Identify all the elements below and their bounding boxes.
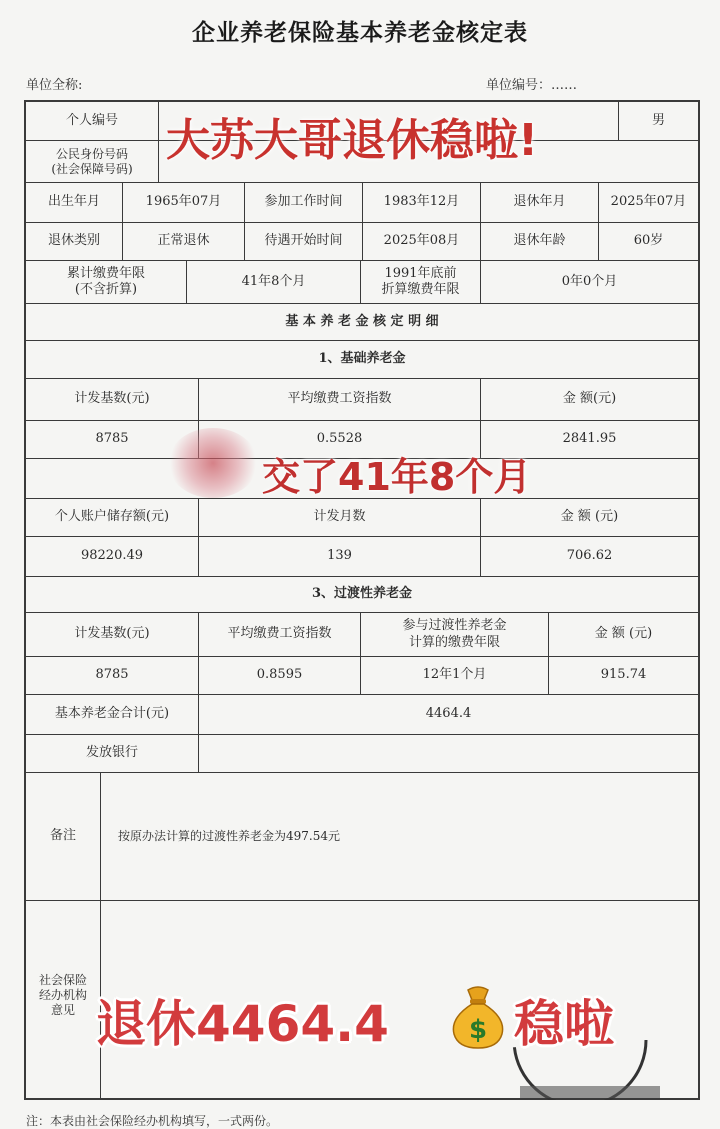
headline-overlay: 大苏大哥退休稳啦!	[166, 115, 539, 166]
transition-title: 3、过渡性养老金	[311, 586, 413, 602]
personal-col-months: 计发月数	[313, 509, 366, 525]
basic-index-value: 0.5528	[316, 431, 363, 447]
remark-label: 备注	[49, 828, 76, 844]
total-value: 4464.4	[425, 706, 472, 722]
transition-col-index: 平均缴费工资指数	[227, 626, 332, 642]
money-bag-icon	[446, 984, 510, 1050]
retire-type-label: 退休类别	[47, 233, 100, 249]
basic-pension-title: 1、基础养老金	[318, 351, 406, 367]
svg-text:$: $	[468, 1015, 488, 1045]
retire-ym-value: 2025年07月	[610, 194, 687, 210]
work-start-label: 参加工作时间	[264, 194, 343, 210]
transition-col-amount: 金 额 (元)	[594, 626, 653, 642]
personal-amount-value: 706.62	[566, 548, 613, 564]
years-overlay: 交了41年8个月	[262, 455, 532, 499]
bank-label: 发放银行	[85, 745, 138, 761]
bottom-left-overlay: 退休4464.4	[96, 995, 389, 1053]
unit-no-label: 单位编号：……	[486, 78, 578, 93]
basic-col-index: 平均缴费工资指数	[287, 391, 392, 407]
personal-col-amount: 金 额 (元)	[560, 509, 619, 525]
benefit-start-label: 待遇开始时间	[264, 233, 343, 249]
footer-note: 注：本表由社会保险经办机构填写，一式两份。	[26, 1114, 279, 1128]
total-years-label: 累计缴费年限 (不含折算)	[66, 265, 145, 297]
form-title: 企业养老保险基本养老金核定表	[192, 19, 528, 46]
retire-age-value: 60岁	[633, 233, 664, 249]
pre1991-label: 1991年底前 折算缴费年限	[381, 265, 460, 297]
birth-label: 出生年月	[47, 194, 100, 210]
pre1991-value: 0年0个月	[561, 273, 618, 289]
retire-type-value: 正常退休	[157, 233, 210, 249]
basic-base-value: 8785	[95, 431, 129, 447]
transition-col-years: 参与过渡性养老金 计算的缴费年限	[402, 618, 507, 650]
remark-text: 按原办法计算的过渡性养老金为497.54元	[118, 829, 340, 843]
transition-amount-value: 915.74	[600, 667, 647, 683]
personal-no-label: 个人编号	[65, 112, 118, 128]
basic-col-base: 计发基数(元)	[74, 391, 150, 407]
section-title: 基 本 养 老 金 核 定 明 细	[285, 313, 439, 329]
gender-value: 男	[651, 112, 665, 128]
unit-name-label: 单位全称:	[26, 78, 83, 93]
basic-col-amount: 金 额(元)	[562, 391, 617, 407]
transition-years-value: 12年1个月	[422, 667, 487, 683]
work-start-value: 1983年12月	[383, 194, 460, 210]
personal-months-value: 139	[327, 548, 352, 564]
total-label: 基本养老金合计(元)	[54, 706, 170, 722]
retire-age-label: 退休年龄	[513, 233, 566, 249]
transition-base-value: 8785	[95, 667, 129, 683]
basic-amount-value: 2841.95	[562, 431, 617, 447]
retire-ym-label: 退休年月	[513, 194, 566, 210]
transition-col-base: 计发基数(元)	[74, 626, 150, 642]
benefit-start-value: 2025年08月	[383, 233, 460, 249]
bottom-right-overlay: 稳啦	[514, 995, 614, 1053]
opinion-label: 社会保险 经办机构 意见	[38, 972, 87, 1017]
total-years-value: 41年8个月	[241, 273, 306, 289]
transition-index-value: 0.8595	[256, 667, 303, 683]
id-number-label: 公民身份号码 (社会保障号码)	[51, 146, 133, 176]
blur-mark	[168, 428, 258, 498]
birth-value: 1965年07月	[145, 194, 222, 210]
personal-balance-value: 98220.49	[80, 548, 144, 564]
personal-col-balance: 个人账户储存额(元)	[54, 509, 170, 525]
